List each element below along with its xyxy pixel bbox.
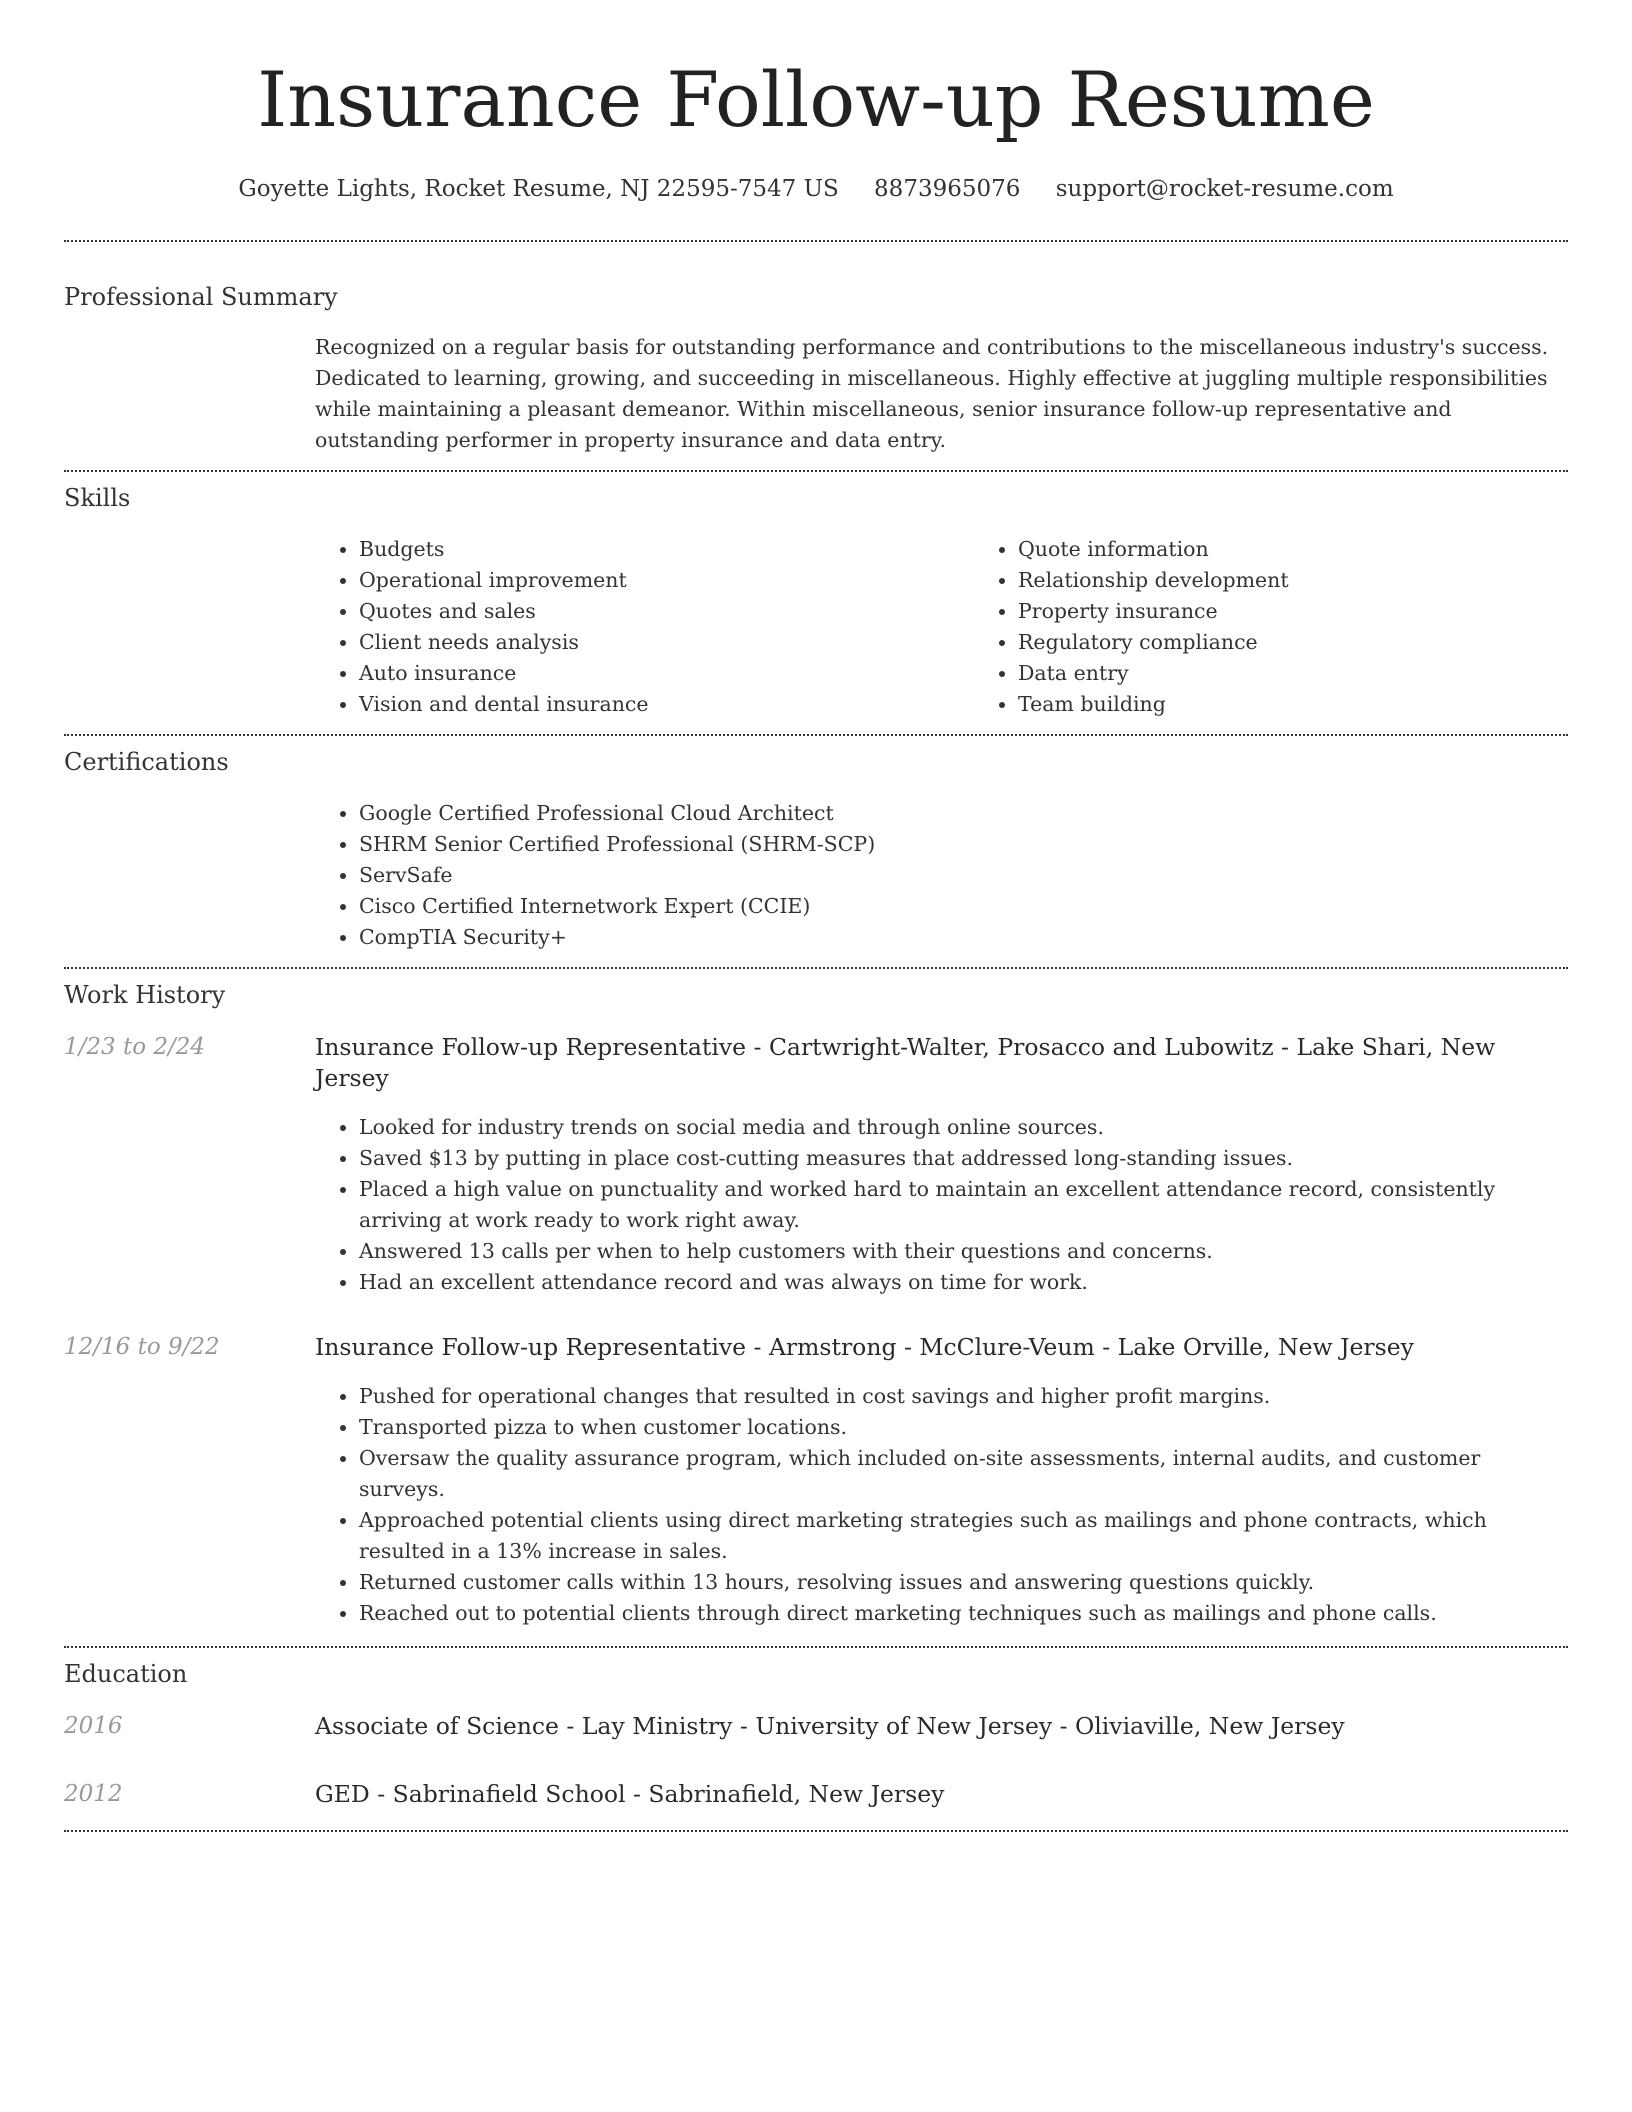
skill-item: • Team building — [1018, 689, 1568, 720]
skill-item: • Vision and dental insurance — [359, 689, 974, 720]
divider — [64, 1830, 1568, 1832]
skill-item: • Regulatory compliance — [1018, 627, 1568, 658]
job-title: Insurance Follow-up Representative - Armstrong - McClure-Veum - Lake Orville, New Jersey — [315, 1332, 1414, 1361]
job-bullet: • Looked for industry trends on social media and through online sources. — [359, 1112, 1568, 1143]
contact-email: support@rocket-resume.com — [1055, 176, 1394, 202]
divider — [64, 240, 1568, 242]
job-bullet: • Approached potential clients using direct marketing strategies such as mailings and phone contracts, which resulted in a 13% increase in sales. — [359, 1505, 1568, 1567]
certification-item: • Cisco Certified Internetwork Expert (CCIE) — [359, 891, 1568, 922]
education-year: 2012 — [64, 1780, 123, 1807]
education-entry — [64, 1711, 1568, 1742]
certifications-list — [315, 798, 1568, 953]
job-title: Insurance Follow-up Representative - Cartwright-Walter, Prosacco and Lubowitz - Lake Shari, New Jersey — [315, 1032, 1496, 1092]
skill-item: • Quote information — [1018, 534, 1568, 565]
divider — [64, 470, 1568, 472]
contact-line — [64, 176, 1568, 204]
certifications-heading: Certifications — [64, 748, 229, 777]
skills-section — [64, 484, 1568, 720]
summary-section — [64, 283, 1568, 457]
summary-text: Recognized on a regular basis for outstanding performance and contributions to the miscellaneous industry's success. Dedicated to learning, growing, and succeeding in miscellaneous. Highly effective at juggling multiple responsibilities while maintaining a pleasant demeanor. Within miscellaneous, senior insurance follow-up representative and outstanding performer in property insurance and data entry. — [315, 335, 1549, 453]
job-bullet: • Oversaw the quality assurance program, which included on-site assessments, internal audits, and customer surveys. — [359, 1443, 1568, 1505]
skill-item: • Auto insurance — [359, 658, 974, 689]
education-year: 2016 — [64, 1712, 123, 1739]
skills-list-left — [315, 534, 974, 720]
education-text: Associate of Science - Lay Ministry - University of New Jersey - Oliviaville, New Jersey — [315, 1711, 1345, 1740]
skill-item: • Quotes and sales — [359, 596, 974, 627]
job-bullet: • Placed a high value on punctuality and worked hard to maintain an excellent attendance record, consistently arriving at work ready to work right away. — [359, 1174, 1568, 1236]
job-bullet: • Answered 13 calls per when to help customers with their questions and concerns. — [359, 1236, 1568, 1267]
divider — [64, 1646, 1568, 1648]
job-bullets — [315, 1381, 1568, 1629]
job-bullet: • Returned customer calls within 13 hours, resolving issues and answering questions quickly. — [359, 1567, 1568, 1598]
work-history-section — [64, 981, 1568, 1629]
certification-item: • Google Certified Professional Cloud Architect — [359, 798, 1568, 829]
education-heading: Education — [64, 1659, 188, 1688]
certification-item: • ServSafe — [359, 860, 1568, 891]
skill-item: • Relationship development — [1018, 565, 1568, 596]
contact-address: Goyette Lights, Rocket Resume, NJ 22595-7547 US — [238, 176, 839, 202]
certifications-section — [64, 748, 1568, 953]
certification-item: • CompTIA Security+ — [359, 922, 1568, 953]
summary-heading: Professional Summary — [64, 282, 338, 311]
education-entry — [64, 1779, 1568, 1810]
divider — [64, 734, 1568, 736]
education-section — [64, 1660, 1568, 1810]
job-bullet: • Transported pizza to when customer locations. — [359, 1412, 1568, 1443]
job-entry — [64, 1032, 1568, 1298]
job-dates: 1/23 to 2/24 — [64, 1033, 206, 1060]
skills-heading: Skills — [64, 484, 131, 513]
job-bullet: • Reached out to potential clients through direct marketing techniques such as mailings and phone calls. — [359, 1598, 1568, 1629]
work-history-heading: Work History — [64, 980, 226, 1009]
skill-item: • Client needs analysis — [359, 627, 974, 658]
skill-item: • Operational improvement — [359, 565, 974, 596]
contact-phone: 8873965076 — [874, 176, 1021, 202]
job-dates: 12/16 to 9/22 — [64, 1333, 220, 1360]
certification-item: • SHRM Senior Certified Professional (SHRM-SCP) — [359, 829, 1568, 860]
education-text: GED - Sabrinafield School - Sabrinafield, New Jersey — [315, 1779, 945, 1808]
resume-title: Insurance Follow-up Resume — [257, 55, 1375, 144]
job-entry — [64, 1332, 1568, 1629]
skill-item: • Property insurance — [1018, 596, 1568, 627]
skill-item: • Data entry — [1018, 658, 1568, 689]
job-bullet: • Had an excellent attendance record and was always on time for work. — [359, 1267, 1568, 1298]
job-bullets — [315, 1112, 1568, 1298]
divider — [64, 967, 1568, 969]
job-bullet: • Saved $13 by putting in place cost-cutting measures that addressed long-standing issues. — [359, 1143, 1568, 1174]
job-bullet: • Pushed for operational changes that resulted in cost savings and higher profit margins. — [359, 1381, 1568, 1412]
skills-list-right — [974, 534, 1568, 720]
skill-item: • Budgets — [359, 534, 974, 565]
